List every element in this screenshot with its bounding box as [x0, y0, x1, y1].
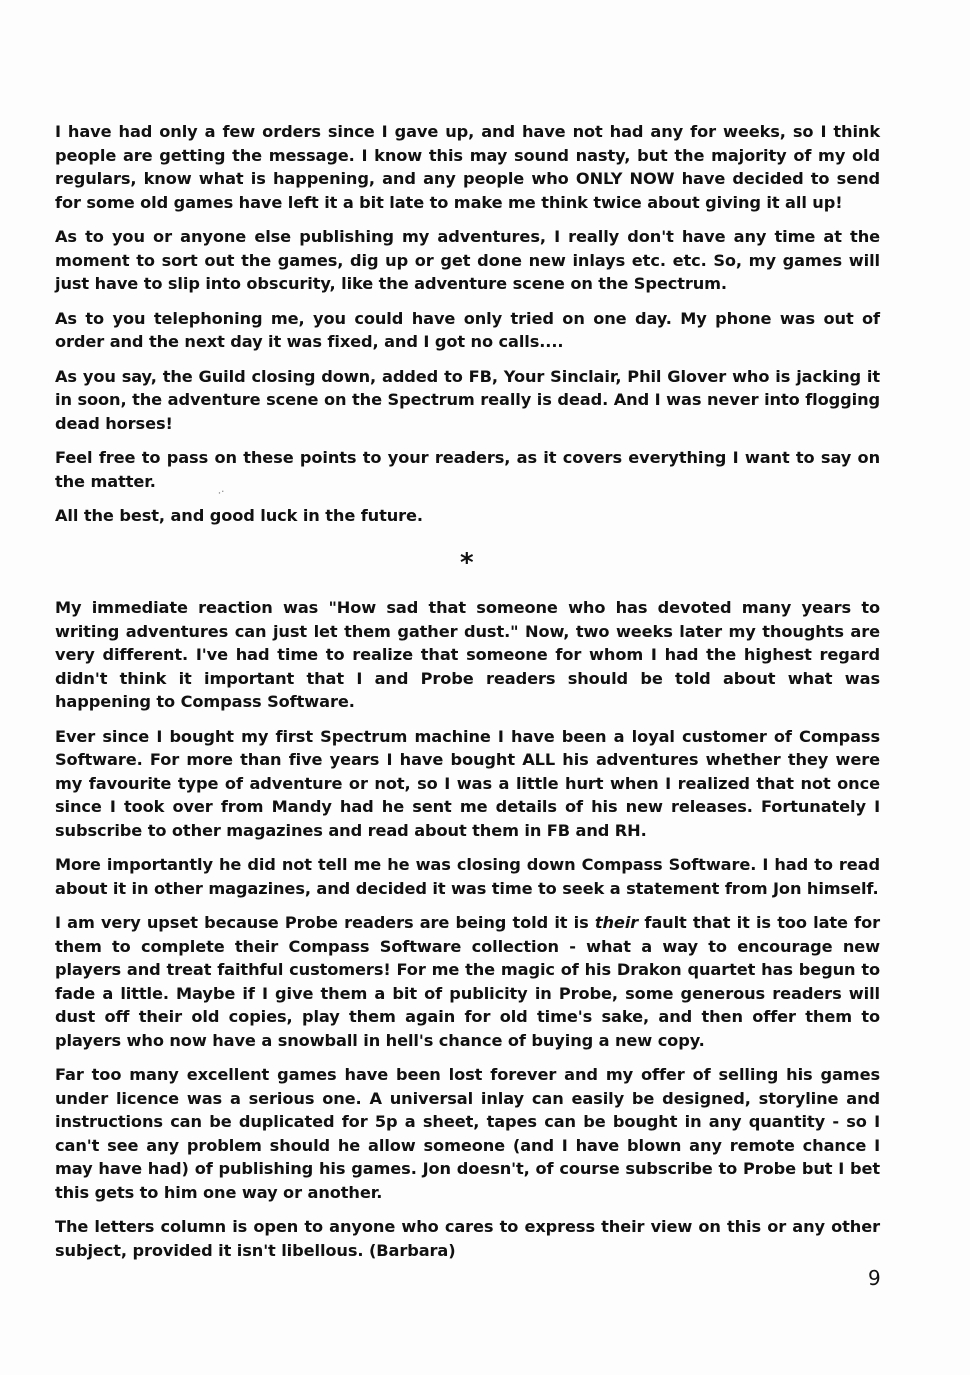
editor-response-body: [55, 596, 880, 1273]
emphasized-word: their: [594, 913, 639, 932]
letter-paragraph: As to you or anyone else publishing my adventures, I really don't have any time at the moment to sort out the games, dig up or get done new inlays etc. etc. So, my games will just have to slip into obscurity, like the adventure scene on the Spectrum.: [55, 227, 880, 293]
response-paragraph: Far too many excellent games have been lost forever and my offer of selling his games under licence was a serious one. A universal inlay can easily be designed, storyline and instructions can be duplicated for 5p a sheet, tapes can be bought in any quantity - so I can't see any problem should he allow someone (and I have blown any remote chance I may have had) of publishing his games. Jon doesn't, of course subscribe to Probe but I bet this gets to him one way or another.: [55, 1065, 880, 1202]
response-paragraph: My immediate reaction was "How sad that someone who has devoted many years to writing adventures can just let them gather dust." Now, two weeks later my thoughts are very different. I've had time to realize that someone for whom I had the highest regard didn't think it important that I and Probe readers should be told about what was happening to Compass Software.: [55, 598, 880, 711]
response-paragraph: The letters column is open to anyone who cares to express their view on this or any other subject, provided it isn't libellous. (Barbara): [55, 1217, 880, 1260]
letter-paragraph: All the best, and good luck in the future.: [55, 506, 423, 525]
response-text: fault that it is too late for them to complete their Compass Software collection - what a way to encourage new players and treat faithful customers! For me the magic of his Drakon quartet has begun to fade a little. Maybe if I give them a bit of publicity in Probe, some generous readers will dust off their old copies, play them again for old time's sake, and then offer them to players who now have a snowball in hell's chance of buying a new copy.: [55, 913, 880, 1050]
response-paragraph: More importantly he did not tell me he was closing down Compass Software. I had to read about it in other magazines, and decided it was time to seek a statement from Jon himself.: [55, 855, 880, 898]
page-number: 9: [868, 1266, 881, 1290]
response-paragraph: Ever since I bought my first Spectrum machine I have been a loyal customer of Compass Software. For more than five years I have bought ALL his adventures whether they were my favourite type of adventure or not, so I was a little hurt when I realized that not once since I took over from Mandy had he sent me details of his new releases. Fortunately I subscribe to other magazines and read about them in FB and RH.: [55, 726, 880, 840]
letter-paragraph: I have had only a few orders since I gave up, and have not had any for weeks, so I think people are getting the message. I know this may sound nasty, but the majority of my old regulars, know what is happening, and any people who ONLY NOW have decided to send for some old games have left it a bit late to make me think twice about giving it all up!: [55, 122, 880, 212]
section-divider: *: [460, 548, 474, 578]
letter-paragraph: Feel free to pass on these points to your readers, as it covers everything I want to say on the matter.: [55, 448, 880, 491]
letter-paragraph: As you say, the Guild closing down, added to FB, Your Sinclair, Phil Glover who is jacking it in soon, the adventure scene on the Spectrum really is dead. And I was never into flogging dead horses!: [55, 366, 880, 433]
response-text: I am very upset because Probe readers are being told it is: [55, 913, 595, 932]
scan-speck: ⸳·: [218, 485, 225, 498]
letter-paragraph: As to you telephoning me, you could have only tried on one day. My phone was out of order and the next day it was fixed, and I got no calls....: [55, 308, 880, 351]
letter-body: [55, 120, 880, 539]
response-paragraph: [55, 911, 880, 1052]
